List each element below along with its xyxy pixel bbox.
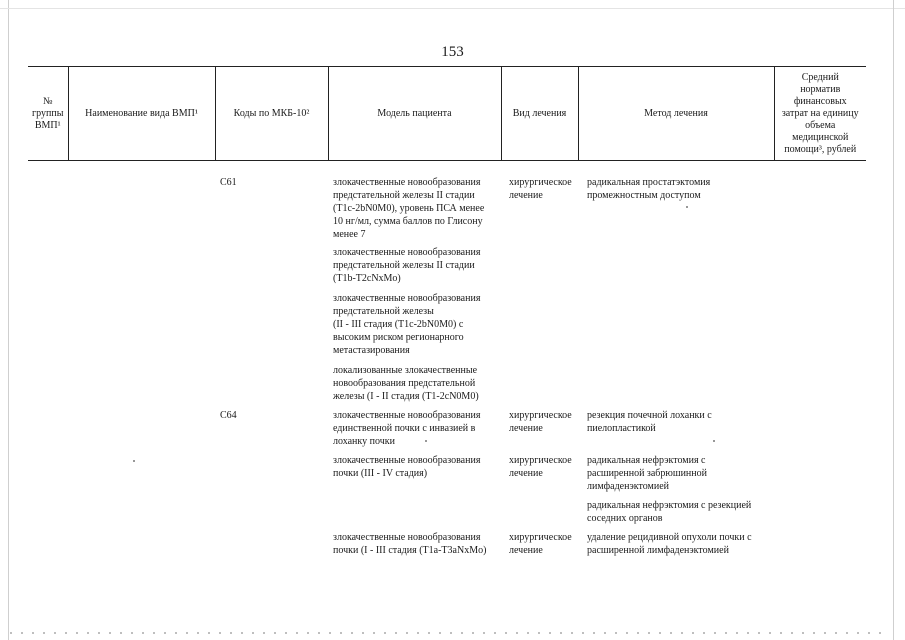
scan-edge-top bbox=[0, 8, 905, 9]
patient-model: злокачественные новообразования предстательной железы II стадии (T1c-2bN0M0), уровень ПСА менее 10 нг/мл, сумма баллов по Глисону менее 7 bbox=[333, 177, 485, 240]
treatment-type: хирургическое лечение bbox=[509, 532, 572, 556]
header-icd-codes: Коды по МКБ-10² bbox=[215, 67, 328, 161]
icd-code: C64 bbox=[220, 410, 237, 421]
header-treatment-type: Вид лечения bbox=[501, 67, 578, 161]
patient-model: злокачественные новообразования предстательной железы II стадии (T1b-T2cNxMo) bbox=[333, 247, 481, 284]
header-vmp-name: Наименование вида ВМП¹ bbox=[68, 67, 215, 161]
scan-speck bbox=[133, 460, 135, 462]
scan-speck bbox=[425, 440, 427, 442]
patient-model: локализованные злокачественные новообразования предстательной железы (I - II стадия (T1-2cN0M0) bbox=[333, 365, 479, 402]
patient-model: злокачественные новообразования единственной почки с инвазией в лоханку почки bbox=[333, 410, 481, 447]
treatment-method: радикальная простатэктомия промежностным доступом bbox=[587, 177, 711, 201]
header-row bbox=[28, 67, 866, 161]
table-header bbox=[28, 66, 866, 161]
patient-model: злокачественные новообразования почки (I - III стадия (T1a-T3aNxMo) bbox=[333, 532, 487, 556]
treatment-method: радикальная нефрэктомия с резекцией соседних органов bbox=[587, 500, 752, 524]
scan-noise bbox=[10, 632, 890, 634]
header-patient-model: Модель пациента bbox=[328, 67, 501, 161]
scan-speck bbox=[713, 440, 715, 442]
treatment-type: хирургическое лечение bbox=[509, 455, 572, 479]
scan-edge-right bbox=[893, 0, 894, 640]
page-number: 153 bbox=[441, 44, 464, 60]
header-average-cost: Средний норматив финансовых затрат на единицу объема медицинской помощи³, рублей bbox=[774, 67, 866, 161]
scan-edge-left bbox=[8, 0, 9, 640]
patient-model: злокачественные новообразования почки (III - IV стадия) bbox=[333, 455, 481, 479]
header-group-number: № группы ВМП¹ bbox=[28, 67, 68, 161]
icd-code: C61 bbox=[220, 177, 237, 188]
patient-model: злокачественные новообразования предстательной железы (II - III стадия (T1c-2bN0M0) с высоким риском регионарного метастазирования bbox=[333, 293, 481, 356]
treatment-method: радикальная нефрэктомия с расширенной забрюшинной лимфаденэктомией bbox=[587, 455, 707, 492]
treatment-method: удаление рецидивной опухоли почки с расширенной лимфаденэктомией bbox=[587, 532, 752, 556]
treatment-type: хирургическое лечение bbox=[509, 177, 572, 201]
treatment-method: резекция почечной лоханки с пиелопластикой bbox=[587, 410, 712, 434]
header-treatment-method: Метод лечения bbox=[578, 67, 774, 161]
treatment-type: хирургическое лечение bbox=[509, 410, 572, 434]
scan-speck bbox=[686, 206, 688, 208]
